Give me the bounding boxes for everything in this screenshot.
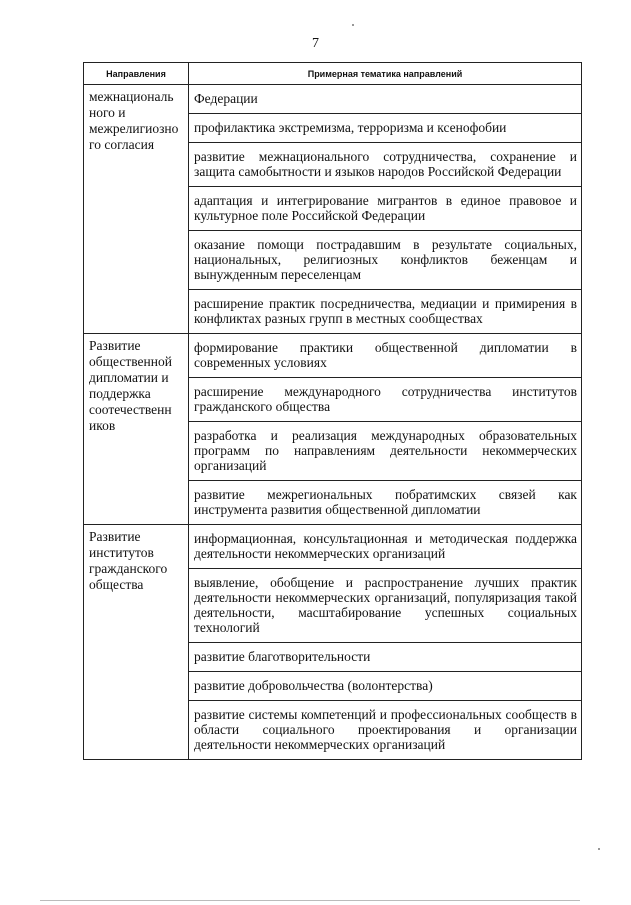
topic-cell: адаптация и интегрирование мигрантов в единое правовое и культурное поле Российской Федерации: [189, 187, 582, 231]
topic-cell: развитие межрегиональных побратимских связей как инструмента развития общественной дипломатии: [189, 481, 582, 525]
topic-cell: расширение практик посредничества, медиации и примирения в конфликтах разных групп в местных сообществах: [189, 290, 582, 334]
table-row: [84, 334, 582, 378]
table-header-row: [84, 63, 582, 85]
topic-cell: Федерации: [189, 85, 582, 114]
topic-cell: выявление, обобщение и распространение лучших практик деятельности некоммерческих организаций, популяризация такой деятельности, масштабирование успешных социальных технологий: [189, 569, 582, 643]
topic-cell: расширение международного сотрудничества институтов гражданского общества: [189, 378, 582, 422]
topic-cell: развитие межнационального сотрудничества, сохранение и защита самобытности и языков народов Российской Федерации: [189, 143, 582, 187]
scan-speck: [352, 24, 354, 26]
directions-table: [83, 62, 582, 760]
topic-cell: оказание помощи пострадавшим в результате социальных, национальных, религиозных конфликтов беженцам и вынужденным переселенцам: [189, 231, 582, 290]
direction-public-diplomacy: Развитие общественной дипломатии и поддержка соотечественн иков: [84, 334, 189, 525]
topic-cell: разработка и реализация международных образовательных программ по направлениям деятельности некоммерческих организаций: [189, 422, 582, 481]
direction-civil-society: Развитие институтов гражданского общества: [84, 525, 189, 760]
topic-cell: развитие добровольчества (волонтерства): [189, 672, 582, 701]
page-number: 7: [312, 36, 319, 51]
header-topics: Примерная тематика направлений: [189, 63, 582, 85]
topic-cell: профилактика экстремизма, терроризма и ксенофобии: [189, 114, 582, 143]
topic-cell: информационная, консультационная и методическая поддержка деятельности некоммерческих организаций: [189, 525, 582, 569]
topic-cell: развитие системы компетенций и профессиональных сообществ в области социального проектирования и организации деятельности некоммерческих организаций: [189, 701, 582, 760]
scan-speck: [598, 848, 600, 850]
direction-interethnic: межнациональ ного и межрелигиозно го согласия: [84, 85, 189, 334]
topic-cell: формирование практики общественной дипломатии в современных условиях: [189, 334, 582, 378]
topic-cell: развитие благотворительности: [189, 643, 582, 672]
table-row: [84, 85, 582, 114]
scan-edge-line: [40, 900, 580, 901]
header-directions: Направления: [84, 63, 189, 85]
table-row: [84, 525, 582, 569]
